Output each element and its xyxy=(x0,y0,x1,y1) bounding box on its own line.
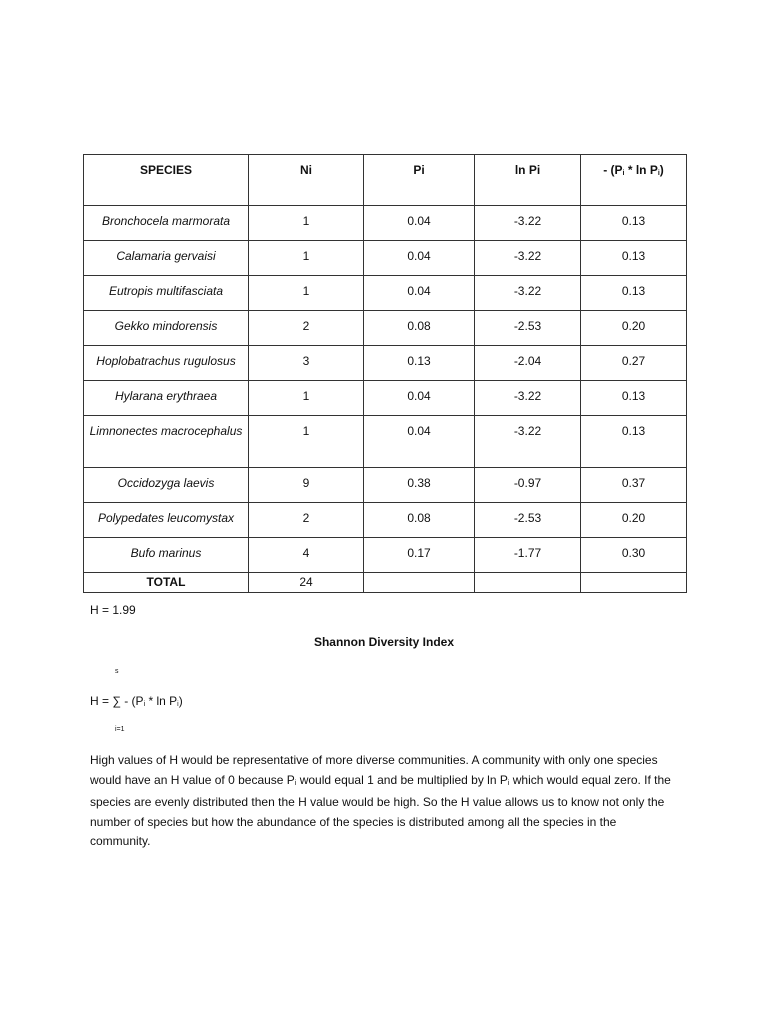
shannon-formula xyxy=(90,694,183,708)
species-name: Limnonectes macrocephalus xyxy=(84,416,249,468)
product-value: 0.13 xyxy=(581,206,687,241)
header-product xyxy=(581,155,687,206)
total-row xyxy=(84,573,687,593)
header-product-sub2: i xyxy=(657,170,660,177)
ni-value: 1 xyxy=(249,276,364,311)
species-name: Occidozyga laevis xyxy=(84,468,249,503)
ln-pi-value: -3.22 xyxy=(475,276,581,311)
ln-pi-value: -3.22 xyxy=(475,416,581,468)
product-value: 0.13 xyxy=(581,381,687,416)
ni-value: 2 xyxy=(249,503,364,538)
formula-prefix: H = ∑ - (P xyxy=(90,694,144,708)
pi-value: 0.08 xyxy=(364,503,475,538)
pi-value: 0.04 xyxy=(364,206,475,241)
species-name: Hylarana erythraea xyxy=(84,381,249,416)
species-table xyxy=(83,154,687,593)
index-title: Shannon Diversity Index xyxy=(313,635,455,649)
total-ln-pi-empty xyxy=(475,573,581,593)
ni-value: 1 xyxy=(249,416,364,468)
product-value: 0.27 xyxy=(581,346,687,381)
h-value: H = 1.99 xyxy=(90,603,136,617)
ni-value: 1 xyxy=(249,206,364,241)
species-name: Bronchocela marmorata xyxy=(84,206,249,241)
header-product-prefix: - (P xyxy=(603,163,623,177)
total-pi-empty xyxy=(364,573,475,593)
species-name: Calamaria gervaisi xyxy=(84,241,249,276)
species-name: Polypedates leucomystax xyxy=(84,503,249,538)
product-value: 0.37 xyxy=(581,468,687,503)
table-row xyxy=(84,276,687,311)
ni-value: 9 xyxy=(249,468,364,503)
pi-value: 0.17 xyxy=(364,538,475,573)
sum-upper-limit: s xyxy=(115,668,119,675)
paragraph-part3: which would equal zero. If the species are evenly distributed then the H value would be high. So the H value allows us to know not only the number of species but how the abundance of the species is distributed among all the species in the community. xyxy=(90,772,671,848)
ni-value: 1 xyxy=(249,241,364,276)
pi-value: 0.08 xyxy=(364,311,475,346)
total-label: TOTAL xyxy=(84,573,249,593)
pi-value: 0.38 xyxy=(364,468,475,503)
table-row xyxy=(84,538,687,573)
product-value: 0.13 xyxy=(581,276,687,311)
explanation-paragraph xyxy=(90,751,680,852)
paragraph-part1: High values of H would be representative of more diverse communities. A community with only one species would have an H value of 0 because P xyxy=(90,753,658,787)
table-row xyxy=(84,503,687,538)
formula-sub1: i xyxy=(143,701,146,708)
species-name: Bufo marinus xyxy=(84,538,249,573)
sum-lower-limit: i=1 xyxy=(115,726,125,733)
ln-pi-value: -1.77 xyxy=(475,538,581,573)
pi-value: 0.04 xyxy=(364,276,475,311)
ln-pi-value: -3.22 xyxy=(475,241,581,276)
product-value: 0.20 xyxy=(581,503,687,538)
header-product-suffix: ) xyxy=(659,163,664,177)
product-value: 0.13 xyxy=(581,241,687,276)
ni-value: 4 xyxy=(249,538,364,573)
product-value: 0.13 xyxy=(581,416,687,468)
ni-value: 2 xyxy=(249,311,364,346)
formula-mid: * ln P xyxy=(145,694,178,708)
ln-pi-value: -2.04 xyxy=(475,346,581,381)
header-ni: Ni xyxy=(249,155,364,206)
table-row xyxy=(84,468,687,503)
pi-value: 0.04 xyxy=(364,241,475,276)
header-species: SPECIES xyxy=(84,155,249,206)
formula-suffix: ) xyxy=(178,694,183,708)
paragraph-part2: would equal 1 and be multiplied by ln P xyxy=(296,772,508,787)
species-name: Eutropis multifasciata xyxy=(84,276,249,311)
ln-pi-value: -3.22 xyxy=(475,381,581,416)
species-name: Gekko mindorensis xyxy=(84,311,249,346)
paragraph-sub2: i xyxy=(507,779,510,787)
product-value: 0.30 xyxy=(581,538,687,573)
pi-value: 0.04 xyxy=(364,381,475,416)
table-row xyxy=(84,206,687,241)
table-row xyxy=(84,346,687,381)
table-row xyxy=(84,311,687,346)
ni-value: 1 xyxy=(249,381,364,416)
pi-value: 0.04 xyxy=(364,416,475,468)
product-value: 0.20 xyxy=(581,311,687,346)
header-product-sub1: i xyxy=(622,170,625,177)
table-row xyxy=(84,416,687,468)
header-ln-pi: ln Pi xyxy=(475,155,581,206)
header-product-mid: * ln P xyxy=(624,163,658,177)
table-row xyxy=(84,241,687,276)
pi-value: 0.13 xyxy=(364,346,475,381)
total-ni: 24 xyxy=(249,573,364,593)
ln-pi-value: -2.53 xyxy=(475,503,581,538)
ln-pi-value: -2.53 xyxy=(475,311,581,346)
species-name: Hoplobatrachus rugulosus xyxy=(84,346,249,381)
paragraph-sub1: i xyxy=(294,779,297,787)
table-header-row xyxy=(84,155,687,206)
formula-sub2: i xyxy=(177,701,179,708)
ni-value: 3 xyxy=(249,346,364,381)
ln-pi-value: -0.97 xyxy=(475,468,581,503)
table-row xyxy=(84,381,687,416)
header-pi: Pi xyxy=(364,155,475,206)
ln-pi-value: -3.22 xyxy=(475,206,581,241)
total-product-empty xyxy=(581,573,687,593)
